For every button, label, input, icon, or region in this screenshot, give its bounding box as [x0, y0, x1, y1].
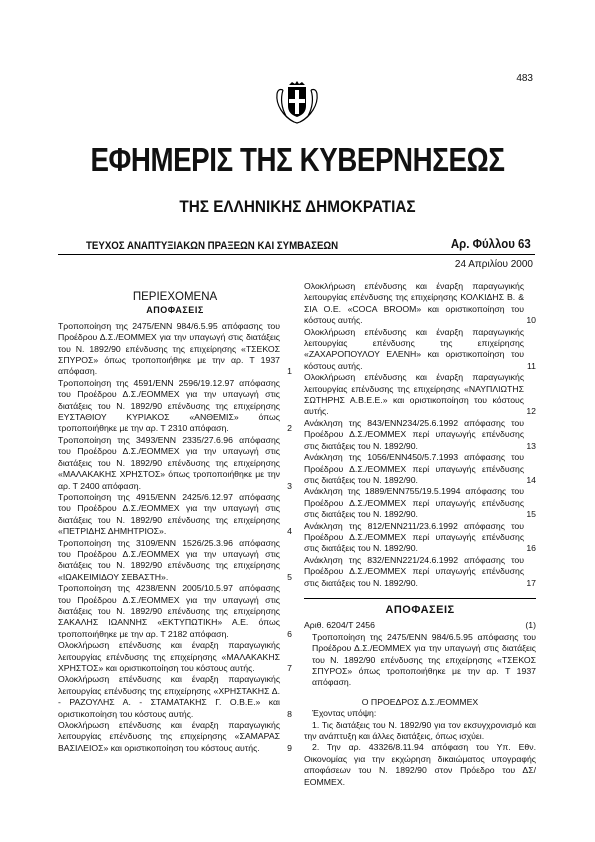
- contents-entry: [58, 538, 292, 584]
- contents-entry-text: Τροποποίηση της 3109/ΕΝΝ 1526/25.3.96 απόφασης του Προέδρου Δ.Σ./ΕΟΜΜΕΧ για την υπαγωγή στις διατάξεις του Ν. 1892/90 επένδυσης της επιχείρησης «ΙΩΑΚΕΙΜΙΔΟΥ ΣΕΒΑΣΤΗ».: [58, 537, 280, 582]
- contents-entry-page: 16: [526, 543, 536, 554]
- contents-entry-page: 15: [526, 509, 536, 520]
- contents-entry-page: 7: [287, 663, 292, 673]
- contents-entry-page: 5: [287, 571, 292, 582]
- contents-entry: [58, 720, 292, 754]
- contents-entry-page: 9: [287, 742, 292, 753]
- gazette-title: ΕΦΗΜΕΡΙΣ ΤΗΣ ΚΥΒΕΡΝΗΣΕΩΣ: [90, 141, 505, 178]
- contents-right-column: [304, 281, 536, 788]
- contents-entry: [304, 486, 536, 520]
- decision-point-2: 2. Την αρ. 43326/8.11.94 απόφαση του Υπ. Εθν. Οικονομίας για την εκχώρηση δικαιώματος υπογραφής αποφάσεων του Ν. 1892/90 στον Πρόεδρο του ΔΣ/ΕΟΜΜΕΧ.: [304, 742, 536, 787]
- decision-point-1: 1. Τις διατάξεις του Ν. 1892/90 για τον εκσυγχρονισμό και την ανάπτυξη και άλλες διατάξεις, όπως ισχύει.: [304, 719, 536, 742]
- contents-entry: [304, 555, 536, 589]
- contents-left-column: [58, 292, 292, 754]
- greek-coat-of-arms-icon: [274, 80, 320, 126]
- decision-president: Ο ΠΡΟΕΔΡΟΣ Δ.Σ./ΕΟΜΜΕΧ: [361, 696, 479, 707]
- contents-entry-page: 14: [526, 474, 536, 485]
- contents-subheading: ΑΠΟΦΑΣΕΙΣ: [146, 305, 204, 316]
- decisions-heading: ΑΠΟΦΑΣΕΙΣ: [304, 598, 536, 616]
- contents-entry-page: 2: [287, 423, 292, 434]
- contents-entry-text: Ανάκληση της 812/ΕΝΝ211/23.6.1992 απόφασης του Προέδρου Δ.Σ./ΕΟΜΜΕΧ περί υπαγωγής επένδυσης στις διατάξεις του Ν. 1892/90.: [304, 520, 524, 554]
- contents-entry-text: Ανάκληση της 1889/ΕΝΝ755/19.5.1994 απόφασης του Προέδρου Δ.Σ./ΕΟΜΜΕΧ περί υπαγωγής επένδυσης στις διατάξεις του Ν. 1892/90.: [304, 486, 524, 520]
- decision-summary: Τροποποίηση της 2475/ΕΝΝ 984/6.5.95 απόφασης του Προέδρου Δ.Σ./ΕΟΜΜΕΧ για την υπαγωγή στις διατάξεις του Ν. 1892/90 επένδυσης της επιχείρησης «ΤΣΕΚΟΣ ΣΠΥΡΟΣ» όπως τροποποιήθηκε με την αρ. Τ 1937 απόφαση.: [312, 631, 536, 688]
- contents-entry-text: Ολοκλήρωση επένδυσης και έναρξη παραγωγικής λειτουργίας επένδυσης της επιχείρησης «ΜΑΛΑΚΑΚΗΣ ΧΡΗΣΤΟΣ» και οριστικοποίηση του κόστους αυτής.: [58, 640, 280, 673]
- contents-entry: [304, 281, 536, 327]
- contents-entry: [58, 583, 292, 640]
- contents-entry: [58, 674, 292, 720]
- contents-entry: [304, 418, 536, 452]
- contents-entry: [58, 492, 292, 538]
- contents-entry-page: 1: [287, 366, 292, 377]
- contents-entry-page: 17: [526, 577, 536, 588]
- contents-entry-text: Τροποποίηση της 4238/ΕΝΝ 2005/10.5.97 απόφασης του Προέδρου Δ.Σ./ΕΟΜΜΕΧ για την υπαγωγή στις διατάξεις του Ν. 1892/90 επένδυσης της επιχείρησης ΣΑΚΑΛΗΣ ΙΩΑΝΝΗΣ «ΕΚΤΥΠΩΤΙΚΗ» Α.Ε. όπως τροποποιήθηκε με την αρ. Τ 2182 απόφαση.: [58, 583, 280, 639]
- contents-entry-text: Ολοκλήρωση επένδυσης και έναρξη παραγωγικής λειτουργίας επένδυσης της επιχείρησης «ΣΑΜΑΡΑΣ ΒΑΣΙΛΕΙΟΣ» και οριστικοποίηση του κόστους αυτής.: [58, 720, 280, 753]
- contents-entry-page: 11: [526, 360, 536, 371]
- header-divider: [58, 254, 535, 255]
- contents-entry-text: Ολοκλήρωση επένδυσης και έναρξη παραγωγικής λειτουργίας επένδυσης της επιχείρησης «ΧΡΗΣΤΑΚΗΣ Δ. - ΡΑΖΟΥΛΗΣ Α. - ΣΤΑΜΑΤΑΚΗΣ Γ. Ο.Β.Ε.» και οριστικοποίηση του κόστους αυτής.: [58, 674, 280, 719]
- decision-considering: Έχοντας υπόψη:: [312, 708, 377, 719]
- contents-entry: [304, 372, 536, 418]
- sheet-number: Αρ. Φύλλου 63: [451, 236, 531, 251]
- page-number: 483: [516, 73, 533, 84]
- contents-list-left: [58, 321, 292, 754]
- contents-entry-text: Ανάκληση της 843/ΕΝΝ234/25.6.1992 απόφασης του Προέδρου Δ.Σ./ΕΟΜΜΕΧ περί υπαγωγής επένδυσης στις διατάξεις του Ν. 1892/90.: [304, 417, 524, 451]
- contents-entry-text: Ανάκληση της 832/ΕΝΝ221/24.6.1992 απόφασης του Προέδρου Δ.Σ./ΕΟΜΜΕΧ περί υπαγωγής επένδυσης στις διατάξεις του Ν. 1892/90.: [304, 554, 524, 588]
- contents-entry-text: Τροποποίηση της 3493/ΕΝΝ 2335/27.6.96 απόφασης του Προέδρου Δ.Σ./ΕΟΜΜΕΧ για την υπαγωγή στις διατάξεις του Ν. 1892/90 επένδυσης της επιχείρησης «ΜΑΛΑΚΑΚΗΣ ΧΡΗΣΤΟΣ» όπως τροποποιήθηκε με την αρ. Τ 2400 απόφαση.: [58, 434, 280, 491]
- contents-entry-text: Τροποποίηση της 4915/ΕΝΝ 2425/6.12.97 απόφασης του Προέδρου Δ.Σ./ΕΟΜΜΕΧ για την υπαγωγή στις διατάξεις του Ν. 1892/90 επένδυσης της επιχείρησης «ΠΕΤΡΙΔΗΣ ΔΗΜΗΤΡΙΟΣ».: [58, 491, 280, 537]
- issue-label: ΤΕΥΧΟΣ ΑΝΑΠΤΥΞΙΑΚΩΝ ΠΡΑΞΕΩΝ ΚΑΙ ΣΥΜΒΑΣΕΩΝ: [86, 240, 339, 252]
- contents-entry-text: Ολοκλήρωση επένδυσης και έναρξη παραγωγικής λειτουργίας επένδυσης της επιχείρησης ΚΟΛΚΙΔΗΣ Β. & ΣΙΑ Ο.Ε. «COCA BROOM» και οριστικοποίηση του κόστους αυτής.: [304, 281, 524, 326]
- contents-entry: [304, 327, 536, 373]
- contents-entry-page: 13: [526, 440, 536, 451]
- issue-date: 24 Απριλίου 2000: [454, 259, 533, 270]
- decision-number-row: [304, 620, 536, 631]
- decision-number: Αριθ. 6204/Τ 2456: [304, 620, 375, 631]
- contents-entry-page: 12: [526, 406, 536, 417]
- contents-entry: [304, 452, 536, 486]
- contents-entry: [58, 321, 292, 378]
- decision-marker: (1): [525, 620, 536, 631]
- gazette-subtitle: ΤΗΣ ΕΛΛΗΝΙΚΗΣ ΔΗΜΟΚΡΑΤΙΑΣ: [179, 197, 416, 216]
- contents-entry-page: 6: [287, 628, 292, 639]
- contents-entry: [58, 640, 292, 674]
- contents-entry-text: Ολοκλήρωση επένδυσης και έναρξη παραγωγικής λειτουργίας επένδυσης της επιχείρησης «ΖΑΧΑΡΟΠΟΥΛΟΥ ΕΛΕΝΗ» και οριστικοποίηση του κόστους αυτής.: [304, 326, 524, 371]
- contents-entry: [304, 521, 536, 555]
- contents-entry-text: Τροποποίηση της 2475/ΕΝΝ 984/6.5.95 απόφασης του Προέδρου Δ.Σ./ΕΟΜΜΕΧ για την υπαγωγή στις διατάξεις του Ν. 1892/90 επένδυσης της επιχείρησης «ΤΣΕΚΟΣ ΣΠΥΡΟΣ» όπως τροποποιήθηκε με την αρ. Τ 1937 απόφαση.: [58, 320, 280, 377]
- contents-list-right: [304, 281, 536, 589]
- contents-entry-page: 10: [526, 315, 536, 326]
- contents-entry: [58, 378, 292, 435]
- contents-entry: [58, 435, 292, 492]
- contents-entry-text: Ολοκλήρωση επένδυσης και έναρξη παραγωγικής λειτουργίας επένδυσης της επιχείρησης «ΝΑΥΠΛΙΩΤΗΣ ΣΩΤΗΡΗΣ Α.Β.Ε.Ε.» και οριστικοποίηση του κόστους αυτής.: [304, 372, 524, 417]
- contents-heading: ΠΕΡΙΕΧΟΜΕΝΑ: [132, 291, 218, 303]
- contents-entry-text: Τροποποίηση της 4591/ΕΝΝ 2596/19.12.97 απόφασης του Προέδρου Δ.Σ./ΕΟΜΜΕΧ για την υπαγωγή στις διατάξεις του Ν. 1892/90 επένδυσης της επιχείρησης ΕΥΣΤΑΘΙΟΥ ΚΥΡΙΑΚΟΣ «ΑΝΘΕΜΙΣ» όπως τροποποιήθηκε με την αρ. Τ 2310 απόφαση.: [58, 377, 280, 434]
- contents-entry-page: 8: [287, 708, 292, 719]
- contents-entry-page: 4: [287, 526, 292, 537]
- contents-entry-text: Ανάκληση της 1056/ΕΝΝ450/5.7.1993 απόφασης του Προέδρου Δ.Σ./ΕΟΜΜΕΧ περί υπαγωγής επένδυσης στις διατάξεις του Ν. 1892/90.: [304, 452, 524, 485]
- contents-entry-page: 3: [287, 480, 292, 491]
